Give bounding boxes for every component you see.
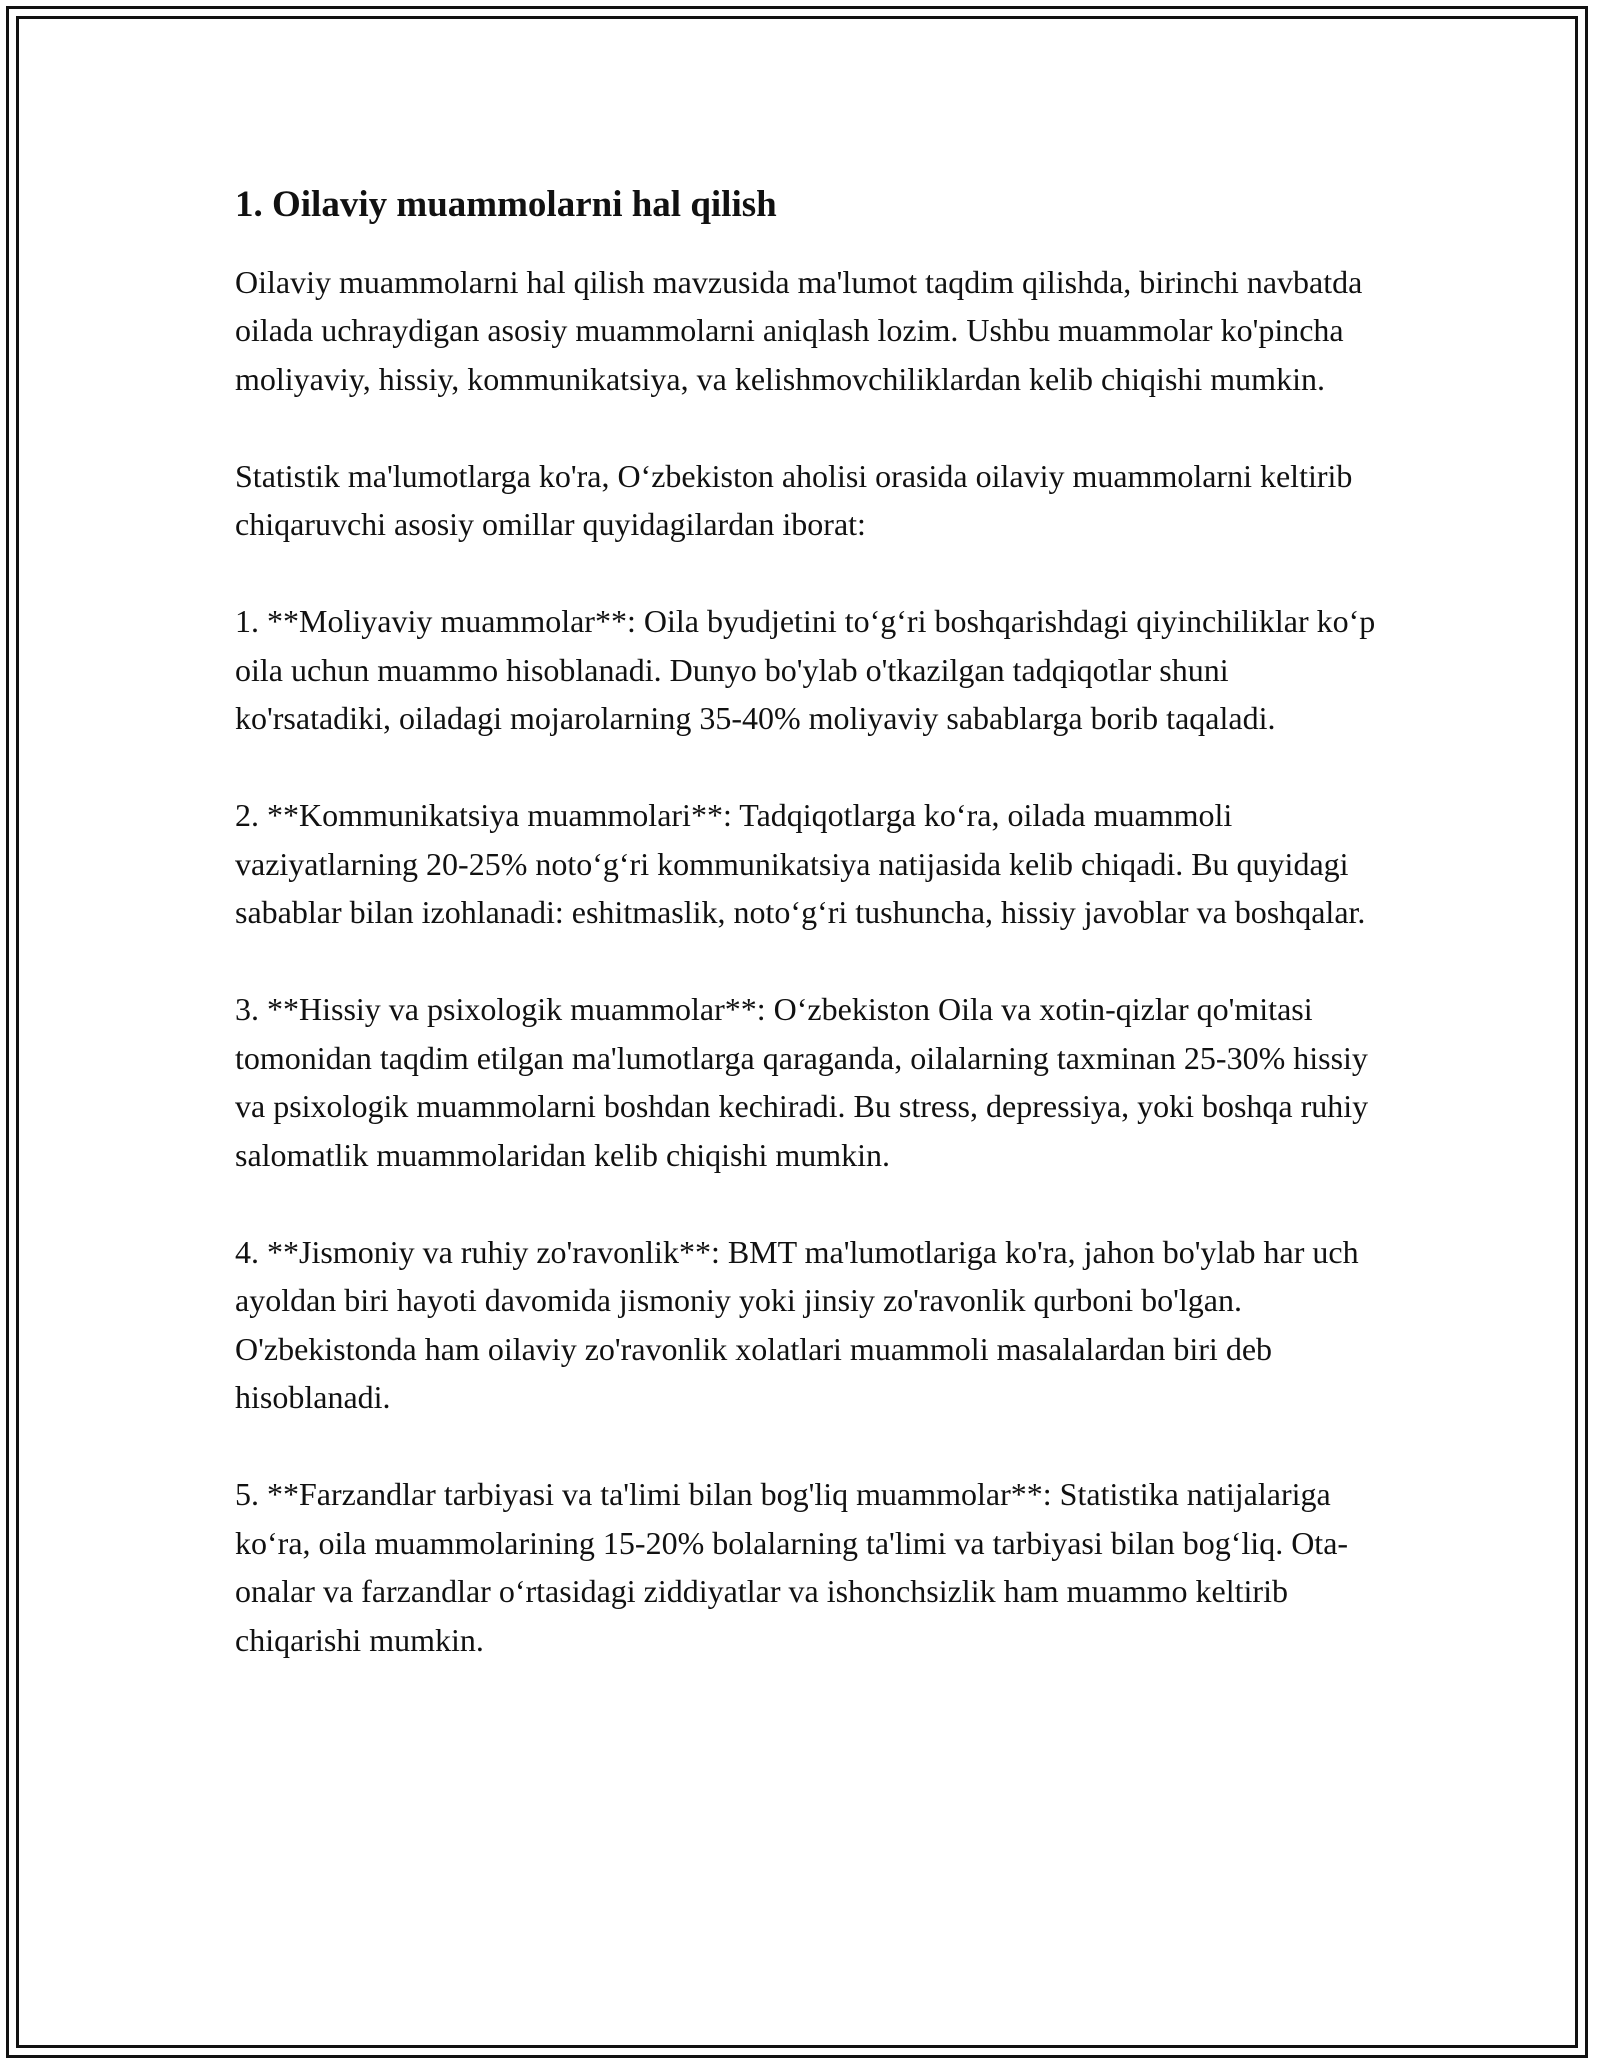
list-item-financial-problems: 1. **Moliyaviy muammolar**: Oila byudjetini to‘g‘ri boshqarishdagi qiyinchiliklar ko‘p oila uchun muammo hisoblanadi. Dunyo bo'ylab o'tkazilgan tadqiqotlar shuni ko'rsatadiki, oiladagi mojarolarning 35-40% moliyaviy sabablarga borib taqaladi.	[235, 603, 1376, 737]
list-item-physical-mental-violence: 4. **Jismoniy va ruhiy zo'ravonlik**: BMT ma'lumotlariga ko'ra, jahon bo'ylab har uch ayoldan biri hayoti davomida jismoniy yoki jinsiy zo'ravonlik qurboni bo'lgan. O'zbekistonda ham oilaviy zo'ravonlik xolatlari muammoli masalalardan biri deb hisoblanadi.	[235, 1233, 1359, 1416]
statistics-intro-paragraph: Statistik ma'lumotlarga ko'ra, O‘zbekiston aholisi orasida oilaviy muammolarni keltirib chiqaruvchi asosiy omillar quyidagilardan iborat:	[235, 457, 1353, 543]
section-heading: 1. Oilaviy muammolarni hal qilish	[235, 184, 777, 225]
list-item-emotional-psychological-problems: 3. **Hissiy va psixologik muammolar**: O‘zbekiston Oila va xotin-qizlar qo'mitasi tomonidan taqdim etilgan ma'lumotlarga qaraganda, oilalarning taxminan 25-30% hissiy va psixologik muammolarni boshdan kechiradi. Bu stress, depressiya, yoki boshqa ruhiy salomatlik muammolaridan kelib chiqishi mumkin.	[235, 991, 1369, 1173]
list-item-communication-problems: 2. **Kommunikatsiya muammolari**: Tadqiqotlarga ko‘ra, oilada muammoli vaziyatlarning 20-25% noto‘g‘ri kommunikatsiya natijasida kelib chiqadi. Bu quyidagi sabablar bilan izohlanadi: eshitmaslik, noto‘g‘ri tushuncha, hissiy javoblar va boshqalar.	[235, 797, 1366, 931]
list-item-children-upbringing-education: 5. **Farzandlar tarbiyasi va ta'limi bilan bog'liq muammolar**: Statistika natijalariga ko‘ra, oila muammolarining 15-20% bolalarning ta'limi va tarbiyasi bilan bog‘liq. Ota-onalar va farzandlar o‘rtasidagi ziddiyatlar va ishonchsizlik ham muammo keltirib chiqarishi mumkin.	[235, 1476, 1349, 1658]
intro-paragraph: Oilaviy muammolarni hal qilish mavzusida ma'lumot taqdim qilishda, birinchi navbatda oilada uchraydigan asosiy muammolarni aniqlash lozim. Ushbu muammolar ko'pincha moliyaviy, hissiy, kommunikatsiya, va kelishmovchiliklardan kelib chiqishi mumkin.	[235, 263, 1363, 397]
document-body	[235, 180, 1385, 1664]
